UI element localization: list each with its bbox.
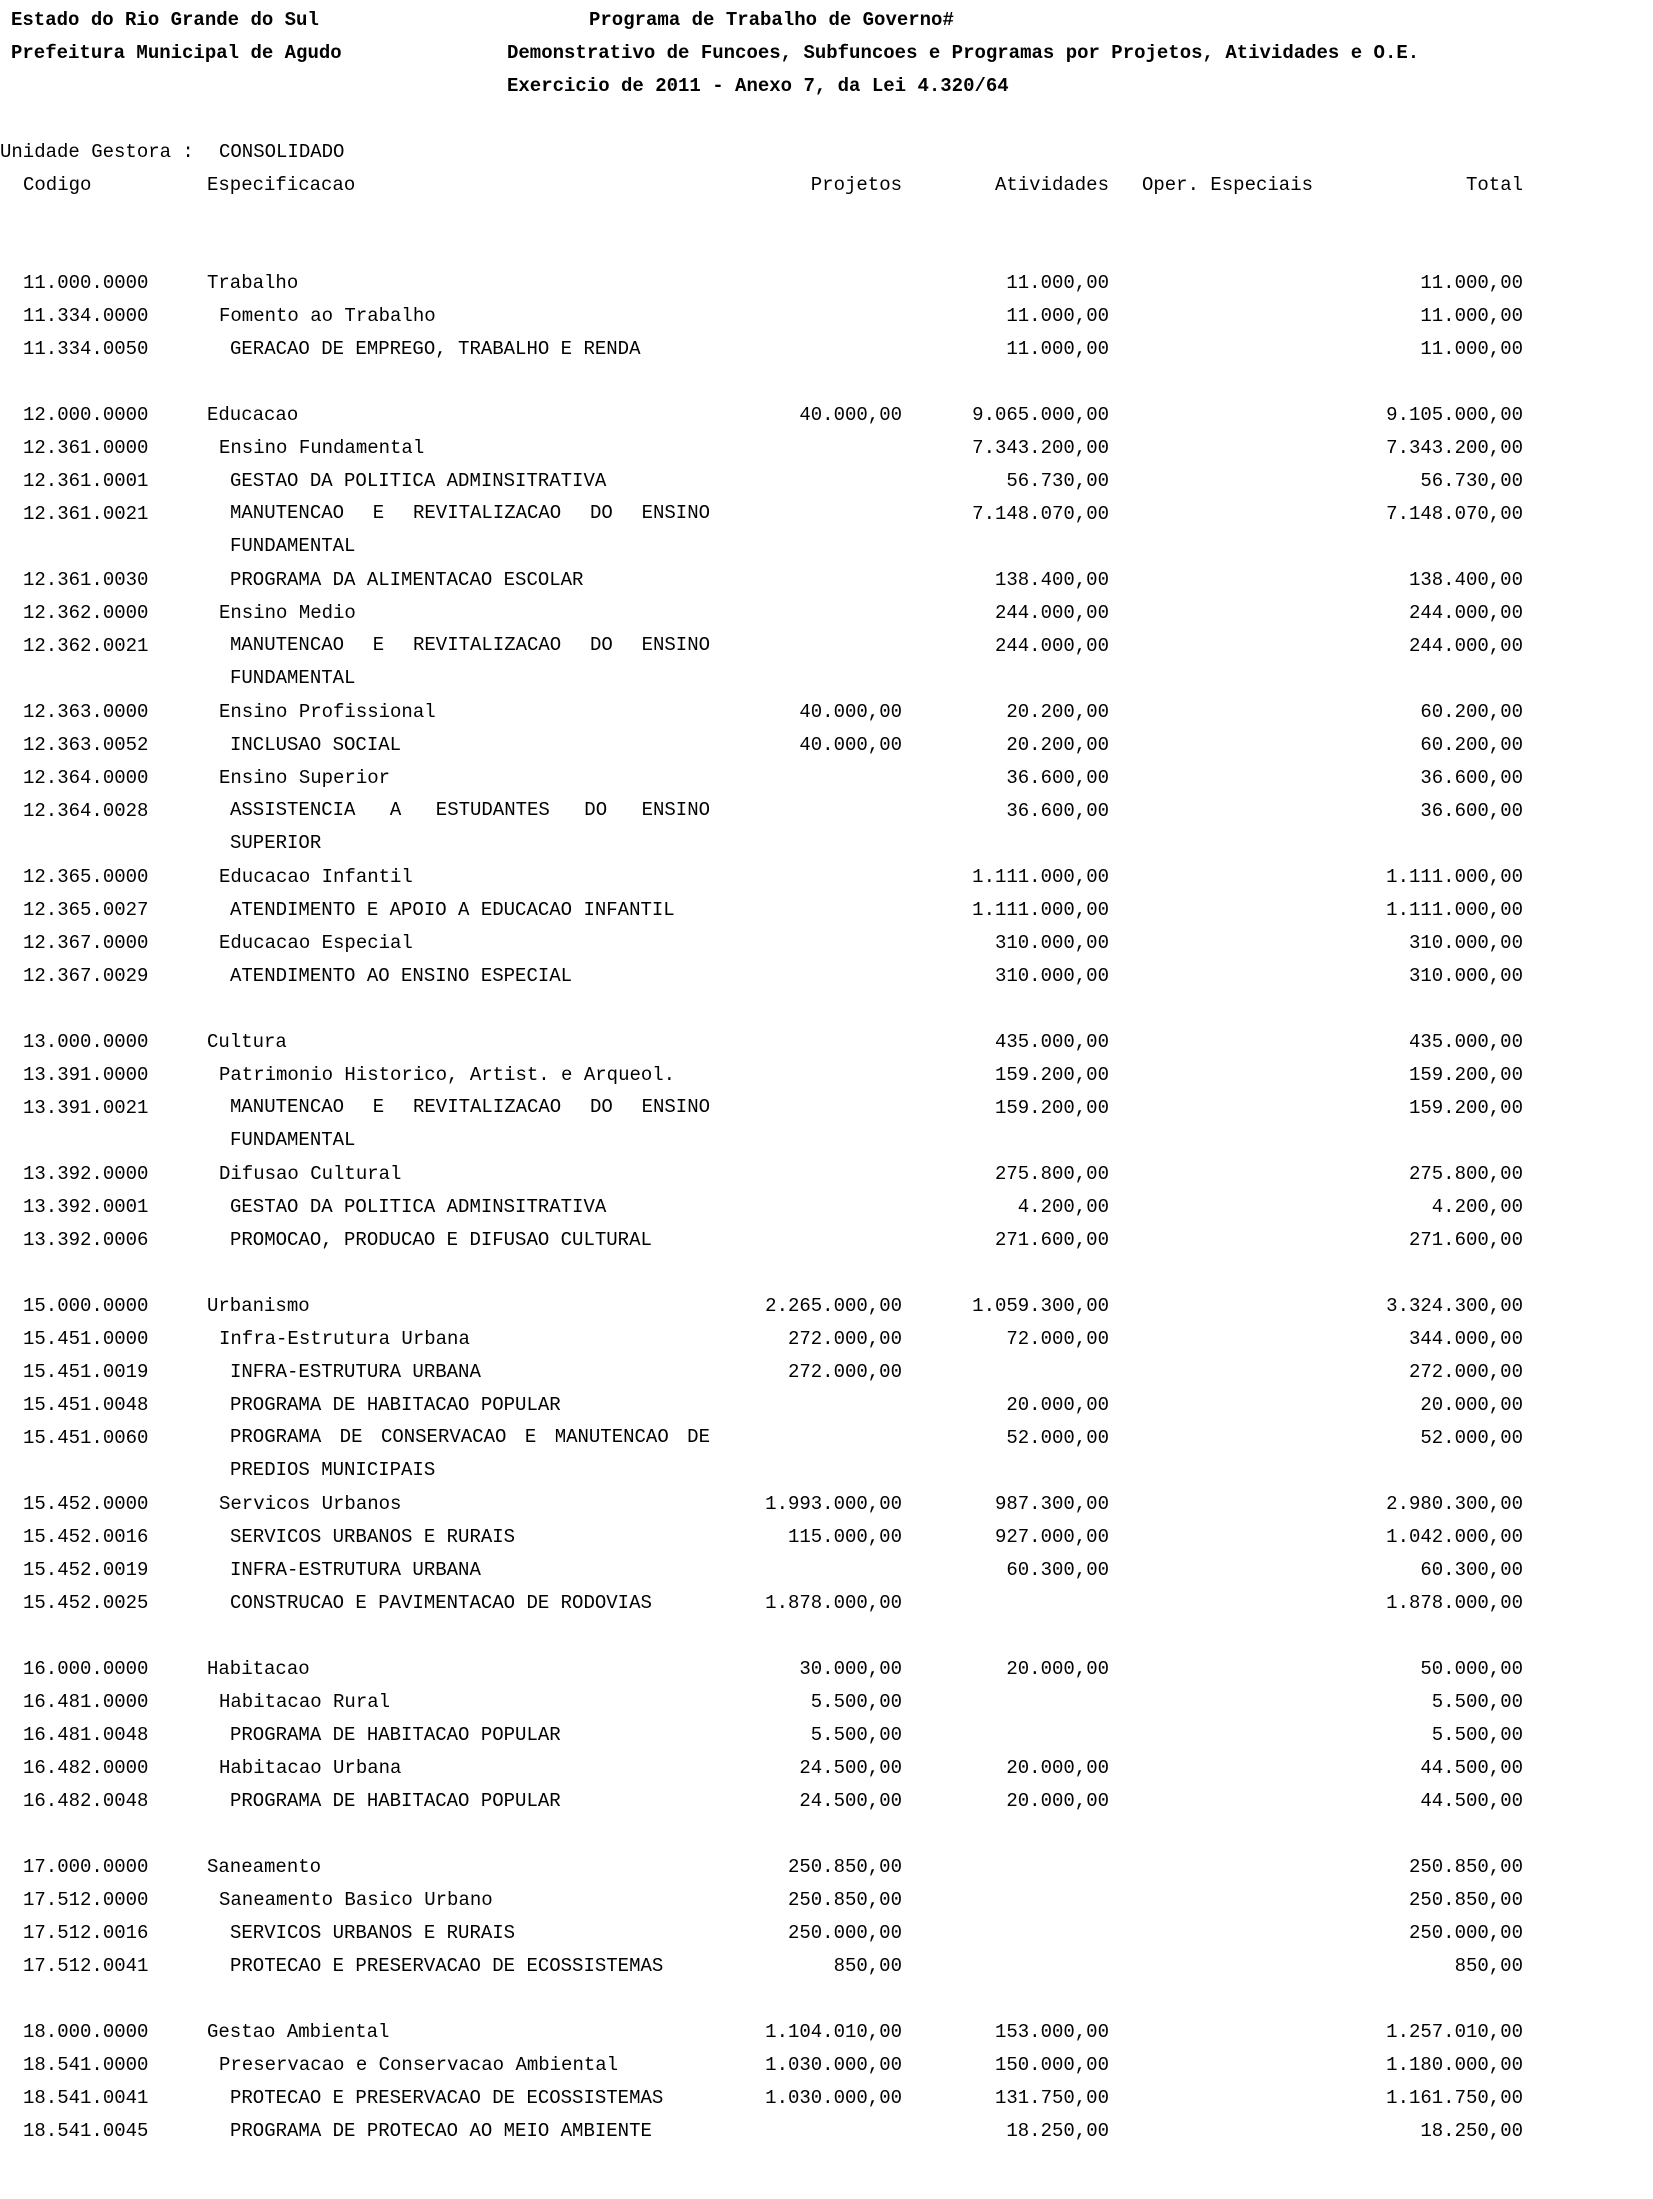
row-total: 3.324.300,00: [1386, 1295, 1523, 1317]
table-row: [0, 502, 1653, 557]
row-atividades: 7.343.200,00: [972, 437, 1109, 459]
row-total: 1.111.000,00: [1386, 899, 1523, 921]
row-atividades: 20.000,00: [1006, 1394, 1109, 1416]
row-description: MANUTENCAO E REVITALIZACAO DO ENSINO FUNDAMENTAL: [230, 502, 710, 557]
table-row: [0, 304, 1653, 337]
table-row: [0, 865, 1653, 898]
row-atividades: 271.600,00: [994, 1229, 1109, 1251]
row-atividades: 60.300,00: [1006, 1559, 1109, 1581]
row-total: 275.800,00: [1408, 1163, 1523, 1185]
row-atividades: 310.000,00: [994, 965, 1109, 987]
table-row: [0, 1855, 1653, 1888]
row-atividades: 131.750,00: [994, 2087, 1109, 2109]
row-total: 50.000,00: [1420, 1658, 1523, 1680]
row-total: 1.111.000,00: [1386, 866, 1523, 888]
row-total: 1.180.000,00: [1386, 2054, 1523, 2076]
row-atividades: 11.000,00: [1006, 305, 1109, 327]
table-row: [0, 964, 1653, 997]
col-header-oper: Oper. Especiais: [1141, 174, 1313, 196]
row-code: 18.000.0000: [23, 2021, 149, 2043]
row-total: 20.000,00: [1420, 1394, 1523, 1416]
row-code: 16.482.0048: [23, 1790, 149, 1812]
row-description: Difusao Cultural: [219, 1163, 402, 1185]
row-total: 271.600,00: [1408, 1229, 1523, 1251]
row-atividades: 20.000,00: [1006, 1790, 1109, 1812]
col-header-total: Total: [1465, 174, 1523, 196]
row-code: 13.391.0000: [23, 1064, 149, 1086]
row-total: 18.250,00: [1420, 2120, 1523, 2142]
row-code: 15.452.0000: [23, 1493, 149, 1515]
row-description: Preservacao e Conservacao Ambiental: [219, 2054, 619, 2076]
table-row: [0, 2020, 1653, 2053]
row-description: Urbanismo: [207, 1295, 310, 1317]
row-atividades: 435.000,00: [994, 1031, 1109, 1053]
row-projetos: 24.500,00: [799, 1757, 902, 1779]
municipality-name: Prefeitura Municipal de Agudo: [11, 42, 342, 64]
row-total: 250.850,00: [1408, 1889, 1523, 1911]
row-total: 272.000,00: [1408, 1361, 1523, 1383]
unit-label: Unidade Gestora :: [0, 141, 194, 163]
row-code: 16.482.0000: [23, 1757, 149, 1779]
row-code: 12.363.0052: [23, 734, 149, 756]
row-code: 16.481.0000: [23, 1691, 149, 1713]
table-row: [0, 1723, 1653, 1756]
row-projetos: 1.030.000,00: [765, 2087, 902, 2109]
row-code: 12.362.0000: [23, 602, 149, 624]
row-code: 17.000.0000: [23, 1856, 149, 1878]
row-total: 159.200,00: [1408, 1064, 1523, 1086]
row-atividades: 20.000,00: [1006, 1757, 1109, 1779]
row-atividades: 20.200,00: [1006, 701, 1109, 723]
row-description: Ensino Fundamental: [219, 437, 425, 459]
table-row: [0, 2053, 1653, 2086]
row-description: ATENDIMENTO AO ENSINO ESPECIAL: [230, 965, 573, 987]
row-code: 15.451.0000: [23, 1328, 149, 1350]
row-projetos: 250.000,00: [787, 1922, 902, 1944]
row-description: PROGRAMA DE CONSERVACAO E MANUTENCAO DE PREDIOS MUNICIPAIS: [230, 1426, 710, 1481]
report-exercise: Exercicio de 2011 - Anexo 7, da Lei 4.320/64: [507, 75, 1009, 97]
row-atividades: 1.059.300,00: [972, 1295, 1109, 1317]
row-code: 18.541.0000: [23, 2054, 149, 2076]
row-total: 7.148.070,00: [1386, 503, 1523, 525]
row-total: 159.200,00: [1408, 1097, 1523, 1119]
report-title: Programa de Trabalho de Governo#: [589, 9, 954, 31]
row-total: 138.400,00: [1408, 569, 1523, 591]
row-code: 12.364.0028: [23, 800, 149, 822]
col-header-proj: Projetos: [810, 174, 902, 196]
row-projetos: 40.000,00: [799, 734, 902, 756]
row-atividades: 18.250,00: [1006, 2120, 1109, 2142]
row-atividades: 20.200,00: [1006, 734, 1109, 756]
row-atividades: 20.000,00: [1006, 1658, 1109, 1680]
row-description: Ensino Superior: [219, 767, 391, 789]
row-atividades: 153.000,00: [994, 2021, 1109, 2043]
row-atividades: 36.600,00: [1006, 800, 1109, 822]
table-row: [0, 1756, 1653, 1789]
row-total: 4.200,00: [1431, 1196, 1523, 1218]
row-code: 12.362.0021: [23, 635, 149, 657]
row-description: Educacao Especial: [219, 932, 413, 954]
row-description: Fomento ao Trabalho: [219, 305, 436, 327]
row-code: 12.363.0000: [23, 701, 149, 723]
row-code: 15.451.0019: [23, 1361, 149, 1383]
row-total: 344.000,00: [1408, 1328, 1523, 1350]
row-code: 12.367.0029: [23, 965, 149, 987]
row-description: PROGRAMA DE PROTECAO AO MEIO AMBIENTE: [230, 2120, 652, 2142]
row-description: PROGRAMA DE HABITACAO POPULAR: [230, 1790, 561, 1812]
row-code: 12.000.0000: [23, 404, 149, 426]
table-row: [0, 1558, 1653, 1591]
row-description: PROMOCAO, PRODUCAO E DIFUSAO CULTURAL: [230, 1229, 652, 1251]
table-row: [0, 898, 1653, 931]
row-atividades: 275.800,00: [994, 1163, 1109, 1185]
row-code: 11.334.0050: [23, 338, 149, 360]
row-description: INCLUSAO SOCIAL: [230, 734, 402, 756]
table-row: [0, 1030, 1653, 1063]
table-row: [0, 568, 1653, 601]
row-description: CONSTRUCAO E PAVIMENTACAO DE RODOVIAS: [230, 1592, 652, 1614]
row-description: PROTECAO E PRESERVACAO DE ECOSSISTEMAS: [230, 1955, 664, 1977]
col-header-code: Codigo: [23, 174, 92, 196]
row-atividades: 56.730,00: [1006, 470, 1109, 492]
row-total: 36.600,00: [1420, 767, 1523, 789]
row-code: 12.361.0000: [23, 437, 149, 459]
row-description: Ensino Profissional: [219, 701, 436, 723]
row-projetos: 1.993.000,00: [765, 1493, 902, 1515]
table-row: [0, 1789, 1653, 1822]
row-code: 13.392.0000: [23, 1163, 149, 1185]
row-projetos: 24.500,00: [799, 1790, 902, 1812]
row-atividades: 138.400,00: [994, 569, 1109, 591]
row-code: 12.365.0000: [23, 866, 149, 888]
row-code: 15.000.0000: [23, 1295, 149, 1317]
row-atividades: 72.000,00: [1006, 1328, 1109, 1350]
row-total: 5.500,00: [1431, 1691, 1523, 1713]
row-description: SERVICOS URBANOS E RURAIS: [230, 1922, 516, 1944]
table-row: [0, 1888, 1653, 1921]
row-code: 12.365.0027: [23, 899, 149, 921]
row-total: 11.000,00: [1420, 272, 1523, 294]
row-code: 13.392.0001: [23, 1196, 149, 1218]
row-description: Habitacao Urbana: [219, 1757, 402, 1779]
table-row: [0, 1360, 1653, 1393]
row-atividades: 11.000,00: [1006, 338, 1109, 360]
row-description: Trabalho: [207, 272, 299, 294]
row-atividades: 1.111.000,00: [972, 866, 1109, 888]
row-atividades: 7.148.070,00: [972, 503, 1109, 525]
table-row: [0, 1294, 1653, 1327]
row-total: 52.000,00: [1420, 1427, 1523, 1449]
table-row: [0, 337, 1653, 370]
row-description: MANUTENCAO E REVITALIZACAO DO ENSINO FUNDAMENTAL: [230, 1096, 710, 1151]
row-code: 16.481.0048: [23, 1724, 149, 1746]
row-description: Habitacao Rural: [219, 1691, 391, 1713]
row-description: Educacao Infantil: [219, 866, 413, 888]
row-description: Saneamento: [207, 1856, 322, 1878]
row-total: 11.000,00: [1420, 305, 1523, 327]
row-description: SERVICOS URBANOS E RURAIS: [230, 1526, 516, 1548]
row-total: 60.300,00: [1420, 1559, 1523, 1581]
row-total: 310.000,00: [1408, 932, 1523, 954]
row-description: INFRA-ESTRUTURA URBANA: [230, 1361, 481, 1383]
table-row: [0, 1591, 1653, 1624]
row-description: Saneamento Basico Urbano: [219, 1889, 493, 1911]
row-description: GERACAO DE EMPREGO, TRABALHO E RENDA: [230, 338, 641, 360]
row-projetos: 272.000,00: [787, 1328, 902, 1350]
table-row: [0, 2086, 1653, 2119]
row-code: 13.000.0000: [23, 1031, 149, 1053]
row-total: 44.500,00: [1420, 1790, 1523, 1812]
row-code: 12.361.0030: [23, 569, 149, 591]
row-code: 15.452.0025: [23, 1592, 149, 1614]
row-total: 36.600,00: [1420, 800, 1523, 822]
row-projetos: 1.030.000,00: [765, 2054, 902, 2076]
row-total: 310.000,00: [1408, 965, 1523, 987]
row-total: 9.105.000,00: [1386, 404, 1523, 426]
row-description: PROGRAMA DE HABITACAO POPULAR: [230, 1394, 561, 1416]
table-row: [0, 1690, 1653, 1723]
row-description: Educacao: [207, 404, 299, 426]
table-row: [0, 1162, 1653, 1195]
table-row: [0, 931, 1653, 964]
row-total: 244.000,00: [1408, 635, 1523, 657]
row-atividades: 159.200,00: [994, 1097, 1109, 1119]
row-total: 1.878.000,00: [1386, 1592, 1523, 1614]
unit-value: CONSOLIDADO: [219, 141, 345, 163]
row-code: 16.000.0000: [23, 1658, 149, 1680]
row-description: Patrimonio Historico, Artist. e Arqueol.: [219, 1064, 676, 1086]
row-description: Infra-Estrutura Urbana: [219, 1328, 470, 1350]
table-row: [0, 436, 1653, 469]
row-code: 15.451.0048: [23, 1394, 149, 1416]
row-total: 7.343.200,00: [1386, 437, 1523, 459]
row-description: MANUTENCAO E REVITALIZACAO DO ENSINO FUNDAMENTAL: [230, 634, 710, 689]
row-projetos: 40.000,00: [799, 404, 902, 426]
row-total: 1.042.000,00: [1386, 1526, 1523, 1548]
row-code: 12.367.0000: [23, 932, 149, 954]
col-header-spec: Especificacao: [207, 174, 356, 196]
row-description: Gestao Ambiental: [207, 2021, 390, 2043]
row-atividades: 52.000,00: [1006, 1427, 1109, 1449]
row-code: 17.512.0041: [23, 1955, 149, 1977]
table-row: [0, 1195, 1653, 1228]
table-row: [0, 2119, 1653, 2152]
row-total: 250.850,00: [1408, 1856, 1523, 1878]
row-projetos: 250.850,00: [787, 1856, 902, 1878]
row-code: 11.334.0000: [23, 305, 149, 327]
row-total: 2.980.300,00: [1386, 1493, 1523, 1515]
row-code: 13.391.0021: [23, 1097, 149, 1119]
row-code: 12.361.0021: [23, 503, 149, 525]
table-row: [0, 1921, 1653, 1954]
row-atividades: 987.300,00: [994, 1493, 1109, 1515]
row-atividades: 159.200,00: [994, 1064, 1109, 1086]
row-projetos: 5.500,00: [810, 1691, 902, 1713]
row-description: Ensino Medio: [219, 602, 356, 624]
table-row: [0, 1657, 1653, 1690]
row-total: 56.730,00: [1420, 470, 1523, 492]
table-row: [0, 1492, 1653, 1525]
row-atividades: 310.000,00: [994, 932, 1109, 954]
row-description: GESTAO DA POLITICA ADMINSITRATIVA: [230, 470, 607, 492]
row-description: PROGRAMA DE HABITACAO POPULAR: [230, 1724, 561, 1746]
table-row: [0, 1954, 1653, 1987]
row-code: 17.512.0016: [23, 1922, 149, 1944]
row-projetos: 250.850,00: [787, 1889, 902, 1911]
row-description: Servicos Urbanos: [219, 1493, 402, 1515]
row-projetos: 115.000,00: [787, 1526, 902, 1548]
row-code: 12.364.0000: [23, 767, 149, 789]
row-atividades: 4.200,00: [1017, 1196, 1109, 1218]
row-code: 15.451.0060: [23, 1427, 149, 1449]
row-atividades: 36.600,00: [1006, 767, 1109, 789]
table-row: [0, 733, 1653, 766]
row-description: ATENDIMENTO E APOIO A EDUCACAO INFANTIL: [230, 899, 675, 921]
row-description: PROGRAMA DA ALIMENTACAO ESCOLAR: [230, 569, 584, 591]
table-row: [0, 1096, 1653, 1151]
col-header-ativ: Atividades: [994, 174, 1109, 196]
row-code: 12.361.0001: [23, 470, 149, 492]
table-row: [0, 1327, 1653, 1360]
row-atividades: 244.000,00: [994, 635, 1109, 657]
row-projetos: 1.878.000,00: [765, 1592, 902, 1614]
row-total: 850,00: [1454, 1955, 1523, 1977]
row-total: 60.200,00: [1420, 734, 1523, 756]
row-code: 11.000.0000: [23, 272, 149, 294]
row-total: 5.500,00: [1431, 1724, 1523, 1746]
row-total: 244.000,00: [1408, 602, 1523, 624]
table-row: [0, 1228, 1653, 1261]
row-code: 13.392.0006: [23, 1229, 149, 1251]
row-atividades: 150.000,00: [994, 2054, 1109, 2076]
row-code: 15.452.0016: [23, 1526, 149, 1548]
row-code: 18.541.0045: [23, 2120, 149, 2142]
row-description: GESTAO DA POLITICA ADMINSITRATIVA: [230, 1196, 607, 1218]
table-row: [0, 403, 1653, 436]
row-description: PROTECAO E PRESERVACAO DE ECOSSISTEMAS: [230, 2087, 664, 2109]
row-atividades: 927.000,00: [994, 1526, 1109, 1548]
state-name: Estado do Rio Grande do Sul: [11, 9, 319, 31]
row-projetos: 1.104.010,00: [765, 2021, 902, 2043]
row-description: ASSISTENCIA A ESTUDANTES DO ENSINO SUPERIOR: [230, 799, 710, 854]
row-code: 18.541.0041: [23, 2087, 149, 2109]
row-total: 60.200,00: [1420, 701, 1523, 723]
row-projetos: 40.000,00: [799, 701, 902, 723]
table-row: [0, 271, 1653, 304]
row-total: 435.000,00: [1408, 1031, 1523, 1053]
table-row: [0, 1525, 1653, 1558]
table-row: [0, 1426, 1653, 1481]
row-total: 44.500,00: [1420, 1757, 1523, 1779]
row-description: Habitacao: [207, 1658, 310, 1680]
row-projetos: 30.000,00: [799, 1658, 902, 1680]
row-projetos: 850,00: [833, 1955, 902, 1977]
row-atividades: 9.065.000,00: [972, 404, 1109, 426]
row-projetos: 272.000,00: [787, 1361, 902, 1383]
table-row: [0, 700, 1653, 733]
row-atividades: 1.111.000,00: [972, 899, 1109, 921]
row-projetos: 2.265.000,00: [765, 1295, 902, 1317]
row-total: 1.257.010,00: [1386, 2021, 1523, 2043]
row-code: 17.512.0000: [23, 1889, 149, 1911]
row-description: Cultura: [207, 1031, 287, 1053]
row-atividades: 11.000,00: [1006, 272, 1109, 294]
row-total: 1.161.750,00: [1386, 2087, 1523, 2109]
row-code: 15.452.0019: [23, 1559, 149, 1581]
report-subtitle: Demonstrativo de Funcoes, Subfuncoes e Programas por Projetos, Atividades e O.E.: [507, 42, 1420, 64]
row-atividades: 244.000,00: [994, 602, 1109, 624]
row-total: 11.000,00: [1420, 338, 1523, 360]
row-projetos: 5.500,00: [810, 1724, 902, 1746]
table-row: [0, 799, 1653, 854]
row-description: INFRA-ESTRUTURA URBANA: [230, 1559, 481, 1581]
row-total: 250.000,00: [1408, 1922, 1523, 1944]
table-row: [0, 634, 1653, 689]
